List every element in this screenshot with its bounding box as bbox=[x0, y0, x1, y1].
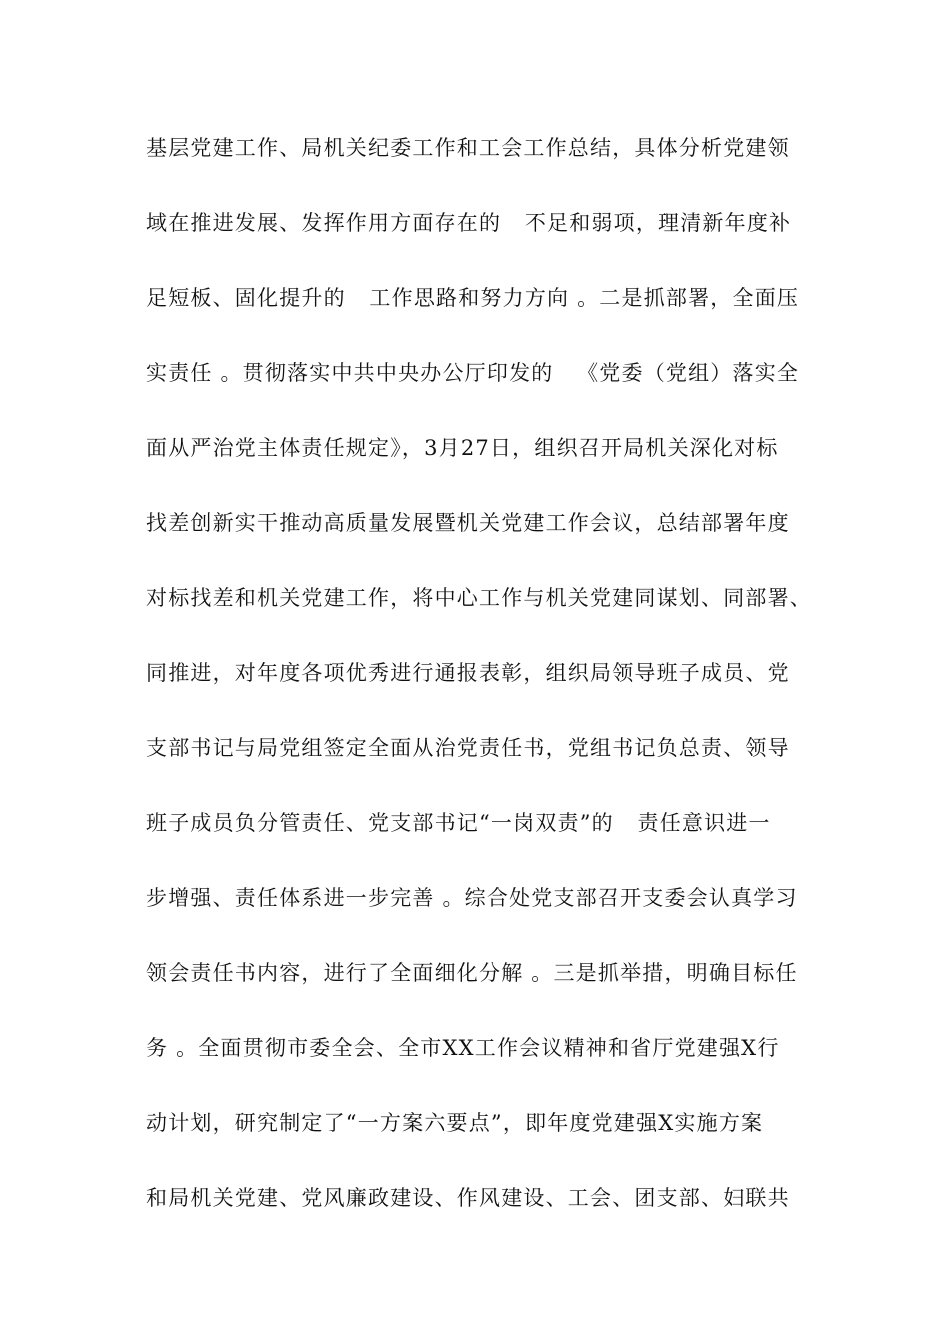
text-line: 班子成员负分管责任、党支部书记“一岗双责”的 责任意识进一 bbox=[146, 811, 771, 835]
text-line: 步增强、责任体系进一步完善 。综合处党支部召开支委会认真学习 bbox=[146, 886, 798, 910]
text-line: 面从严治党主体责任规定》，3月27日，组织召开局机关深化对标 bbox=[146, 436, 779, 460]
text-line: 同推进，对年度各项优秀进行通报表彰，组织局领导班子成员、党 bbox=[146, 661, 790, 685]
text-line: 域在推进发展、发挥作用方面存在的 不足和弱项，理清新年度补 bbox=[146, 211, 792, 235]
text-line: 和局机关党建、党风廉政建设、作风建设、工会、团支部、妇联共 bbox=[146, 1186, 790, 1210]
text-line: 对标找差和机关党建工作，将中心工作与机关党建同谋划、同部署、 bbox=[146, 586, 812, 610]
text-line: 实责任 。贯彻落实中共中央办公厅印发的 《党委（党组）落实全 bbox=[146, 361, 800, 385]
text-line: 领会责任书内容，进行了全面细化分解 。三是抓举措，明确目标任 bbox=[146, 961, 798, 985]
body-text bbox=[146, 128, 826, 1253]
text-line: 务 。全面贯彻市委全会、全市XX工作会议精神和省厅党建强X行 bbox=[146, 1036, 780, 1060]
text-line: 支部书记与局党组签定全面从治党责任书，党组书记负总责、领导 bbox=[146, 736, 790, 760]
text-line: 动计划，研究制定了“一方案六要点”，即年度党建强X实施方案 bbox=[146, 1111, 764, 1135]
text-line: 基层党建工作、局机关纪委工作和工会工作总结，具体分析党建领 bbox=[146, 136, 790, 160]
text-line: 找差创新实干推动高质量发展暨机关党建工作会议，总结部署年度 bbox=[146, 511, 790, 535]
text-line: 足短板、固化提升的 工作思路和努力方向 。二是抓部署，全面压 bbox=[146, 286, 800, 310]
